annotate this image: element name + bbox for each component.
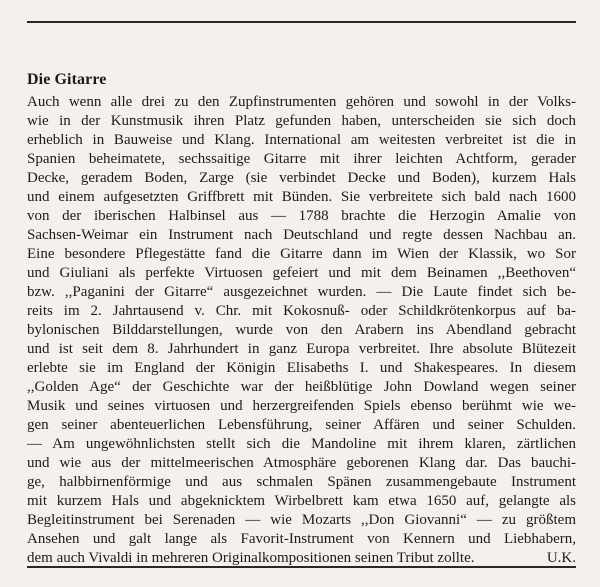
body-line: ge, halbbirnenförmige und aus schmalen Spänen zusammengebaute Instrument — [27, 474, 576, 490]
body-line: von der iberischen Halbinsel aus — 1788 brachte die Herzogin Amalie von — [27, 208, 576, 224]
body-line: Spanien beheimatete, sechssaitige Gitarre mit ihrer leichten Achtform, gerader — [27, 151, 576, 167]
body-line: wie in der Kunstmusik ihren Platz gefunden haben, unterscheiden sie sich doch — [27, 113, 576, 129]
body-line: Begleitinstrument bei Serenaden — wie Mozarts ,,Don Giovanni“ — zu größtem — [27, 512, 576, 528]
body-line: bzw. ,,Paganini der Gitarre“ ausgezeichnet wurden. — Die Laute findet sich be- — [27, 284, 576, 300]
body-line: Ansehen und galt lange als Favorit-Instrument von Kennern und Liebhabern, — [27, 531, 576, 547]
body-line: Musik und seines virtuosen und herzergreifenden Spiels ebenso berühmt wie we- — [27, 398, 576, 414]
body-line: erlebte sie im England der Königin Elisabeths I. und Shakespeares. In diesem — [27, 360, 576, 376]
article-body — [27, 93, 576, 568]
body-line: reits im 2. Jahrtausend v. Chr. mit Kokosnuß- oder Schildkrötenkorpus auf ba- — [27, 303, 576, 319]
body-line: bylonischen Bilddarstellungen, wurde von den Arabern ins Abendland gebracht — [27, 322, 576, 338]
body-line-final: dem auch Vivaldi in mehreren Originalkompositionen seinen Tribut zollte. — [27, 550, 475, 566]
body-line: Auch wenn alle drei zu den Zupfinstrumenten gehören und sowohl in der Volks- — [27, 94, 576, 110]
body-line: gen seiner abenteuerlichen Lebensführung, seiner Affären und seiner Schulden. — [27, 417, 576, 433]
body-line: ,,Golden Age“ der Geschichte war der heißblütige John Dowland wegen seiner — [27, 379, 576, 395]
body-line: und wie aus der mittelmeerischen Atmosphäre geborenen Klang dar. Das bauchi- — [27, 455, 576, 471]
body-line: und einem aufgesetzten Griffbrett mit Bünden. Sie verbreitete sich bald nach 1600 — [27, 189, 576, 205]
body-line: Eine besondere Pflegestätte fand die Gitarre dann im Wien der Klassik, wo Sor — [27, 246, 576, 262]
top-rule — [27, 21, 576, 23]
bottom-rule — [27, 566, 576, 568]
body-line: erheblich in Bauweise und Klang. International am weitesten verbreitet ist die in — [27, 132, 576, 148]
author-initials: U.K. — [546, 550, 576, 566]
body-line: und Giuliani als perfekte Virtuosen gefeiert und mit dem Beinamen ,,Beethoven“ — [27, 265, 576, 281]
body-line: Sachsen-Weimar ein Instrument nach Deutschland und regte dessen Nachbau an. — [27, 227, 576, 243]
body-line: — Am ungewöhnlichsten stellt sich die Mandoline mit ihrem klaren, zärtlichen — [27, 436, 576, 452]
body-line: Decke, geradem Boden, Zarge (sie verbindet Decke und Boden), kurzem Hals — [27, 170, 576, 186]
body-line: mit kurzem Hals und abgeknicktem Wirbelbrett kam etwa 1650 auf, gelangte als — [27, 493, 576, 509]
article-title: Die Gitarre — [27, 70, 107, 88]
body-line: und ist seit dem 8. Jahrhundert in ganz Europa verbreitet. Ihre absolute Blütezeit — [27, 341, 576, 357]
